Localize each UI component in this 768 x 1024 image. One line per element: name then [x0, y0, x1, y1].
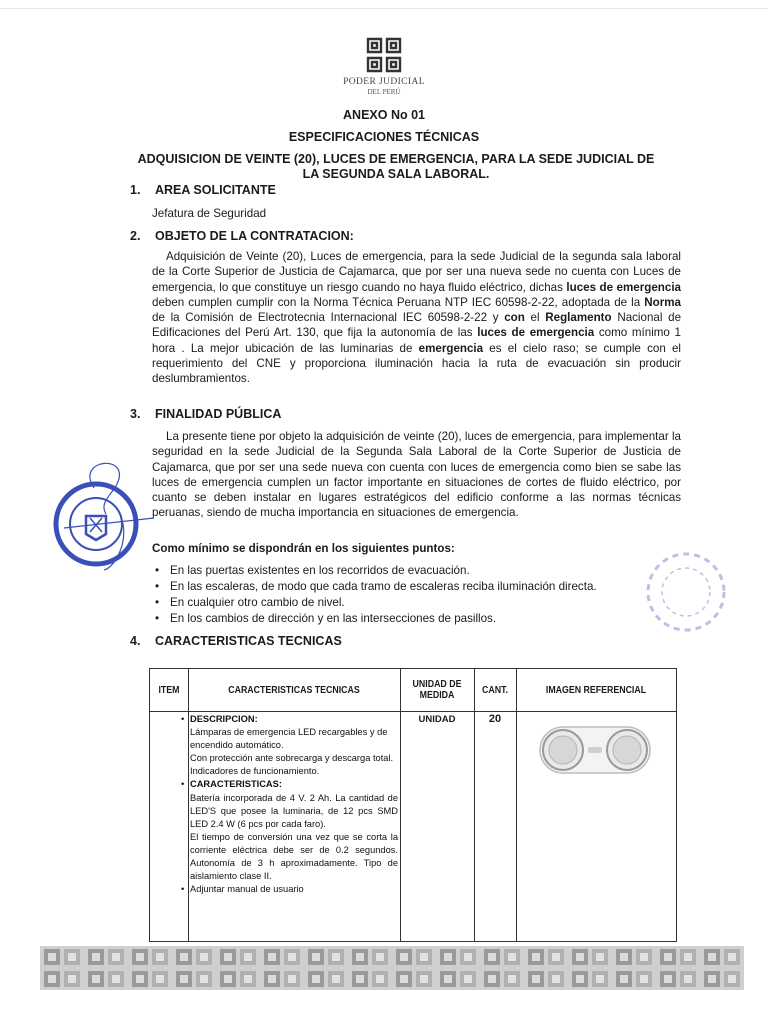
car-line: Batería incorporada de 4 V. 2 Ah. La cantidad de LED'S que posee la luminaria, de 12 pcs SMD LED 2.4 W (6 pcs por cada faro).	[190, 792, 398, 829]
judicial-seal-stamp	[34, 458, 164, 578]
objeto-paragraph	[152, 249, 681, 387]
header-caracteristicas: CARACTERISTICAS TECNICAS	[228, 684, 360, 696]
bold-run: con	[504, 311, 525, 325]
header-unidad: UNIDAD DE MEDIDA	[412, 679, 462, 701]
specs-title: ESPECIFICACIONES TÉCNICAS	[288, 130, 480, 144]
points-list	[152, 563, 712, 627]
manual-line: Adjuntar manual de usuario	[190, 884, 304, 895]
text-run: Nacional de Edificaciones del Perú Art. 130, que fija la autonomía de las	[152, 311, 682, 340]
section-title: CARACTERISTICAS TECNICAS	[155, 634, 342, 648]
list-item: • En las escaleras, de modo que cada tramo de escaleras reciba iluminación directa.	[152, 579, 712, 595]
column-divider	[400, 669, 401, 941]
institution-subtitle: DEL PERÚ	[367, 88, 401, 96]
bold-run: Norma	[644, 295, 681, 309]
text-run: de la Comisión de Electrotecnia Internacional IEC 60598-2-22 y	[152, 311, 505, 325]
section-number: 1.	[130, 183, 141, 197]
text-run: es el cielo raso; se cumple con el requerimiento del CNE y proporciona iluminación hacia la ruta de evacuación sin producir deslumbramientos.	[152, 341, 681, 386]
minimo-heading: Como mínimo se dispondrán en los siguientes puntos:	[152, 542, 455, 555]
section-4-heading	[130, 634, 342, 648]
section-number: 2.	[130, 229, 141, 243]
section-1-heading	[130, 183, 276, 197]
header-imagen: IMAGEN REFERENCIAL	[545, 684, 647, 696]
section-number: 3.	[130, 407, 141, 421]
annex-title: ANEXO No 01	[343, 108, 425, 122]
unidad-cell: UNIDAD	[418, 714, 456, 725]
header-item: ITEM	[158, 684, 180, 696]
bold-run: luces de emergencia	[566, 280, 681, 294]
section-3-heading	[130, 407, 281, 421]
emergency-light-image	[530, 717, 660, 781]
bold-run: Reglamento	[545, 311, 612, 325]
description-cell	[181, 713, 398, 896]
section-number: 4.	[130, 634, 141, 648]
column-divider	[188, 669, 189, 941]
desc-line: Indicadores de funcionamiento.	[190, 766, 320, 777]
section-2-heading	[130, 229, 354, 243]
footer-pattern-band	[40, 946, 744, 990]
header-cant: CANT.	[482, 684, 508, 696]
bold-run: luces de emergencia	[477, 326, 595, 340]
specs-table	[149, 668, 677, 942]
desc-line: Con protección ante sobrecarga y descarga total.	[190, 753, 394, 764]
area-text: Jefatura de Seguridad	[152, 207, 267, 220]
finalidad-text: La presente tiene por objeto la adquisición de veinte (20), luces de emergencia, para implementar la seguridad en la sede Judicial de la Segunda Sala Laboral de la Corte Superior de Justicia de Cajamarca, que por ser una sede nueva con cuenta con luces de emergencia como bien se sabe las luces de emergencia cumplen un factor importante en situaciones de cortes de fluido eléctrico, por cuanto se deben instalar en lugares estratégicos del edificio conforme a las normas técnicas peruanas, siendo de mucha importancia en situaciones de emergencia.	[152, 430, 681, 520]
header-divider	[150, 711, 676, 712]
text-run: deben cumplen cumplir con la Norma Técnica Peruana NTP IEC 60598-2-22, adoptada de la	[152, 295, 645, 309]
institution-name: PODER JUDICIAL	[343, 77, 425, 87]
column-divider	[516, 669, 517, 941]
faded-stamp	[640, 546, 732, 638]
cant-cell: 20	[488, 713, 502, 725]
bold-run: emergencia	[418, 341, 484, 355]
bullet: •	[181, 779, 185, 790]
section-title: FINALIDAD PÚBLICA	[155, 407, 282, 421]
column-divider	[474, 669, 475, 941]
desc-line: Lámparas de emergencia LED recargables y de encendido automático.	[190, 727, 388, 751]
section-title: AREA SOLICITANTE	[155, 183, 276, 197]
finalidad-paragraph	[152, 429, 681, 521]
main-title: ADQUISICION DE VEINTE (20), LUCES DE EMERGENCIA, PARA LA SEDE JUDICIAL DE LA SEGUNDA SALA LABORAL.	[137, 152, 655, 181]
poder-judicial-logo	[365, 36, 403, 74]
letterhead	[0, 36, 768, 96]
text-run: Adquisición de Veinte (20), Luces de emergencia, para la sede Judicial de la segunda sala laboral de la Corte Superior de Justicia de Cajamarca, que por ser una nueva sede no cuenta con Luces de emergencia, lo que constituye un riesgo cuando no haya fluido eléctrico, dichas	[152, 250, 681, 294]
list-item: • En las puertas existentes en los recorridos de evacuación.	[152, 563, 712, 579]
list-item: • En los cambios de dirección y en las intersecciones de pasillos.	[152, 611, 712, 627]
car-label: CARACTERISTICAS:	[190, 779, 282, 790]
top-border	[0, 8, 768, 9]
bullet: •	[181, 884, 185, 895]
section-title: OBJETO DE LA CONTRATACION:	[155, 229, 354, 243]
text-run: el	[524, 311, 546, 325]
desc-label: DESCRIPCION:	[190, 714, 258, 724]
bullet: •	[181, 714, 185, 724]
list-item: • En cualquier otro cambio de nivel.	[152, 595, 712, 611]
text-run: como mínimo 1 hora . La mejor ubicación de las luminarias de	[152, 326, 681, 355]
car-line: El tiempo de conversión una vez que se corta la corriente eléctrica debe ser de 0.2 segundos. Autonomía de 3 h aproximadamente. Tipo de aislamiento clase II.	[190, 831, 398, 882]
